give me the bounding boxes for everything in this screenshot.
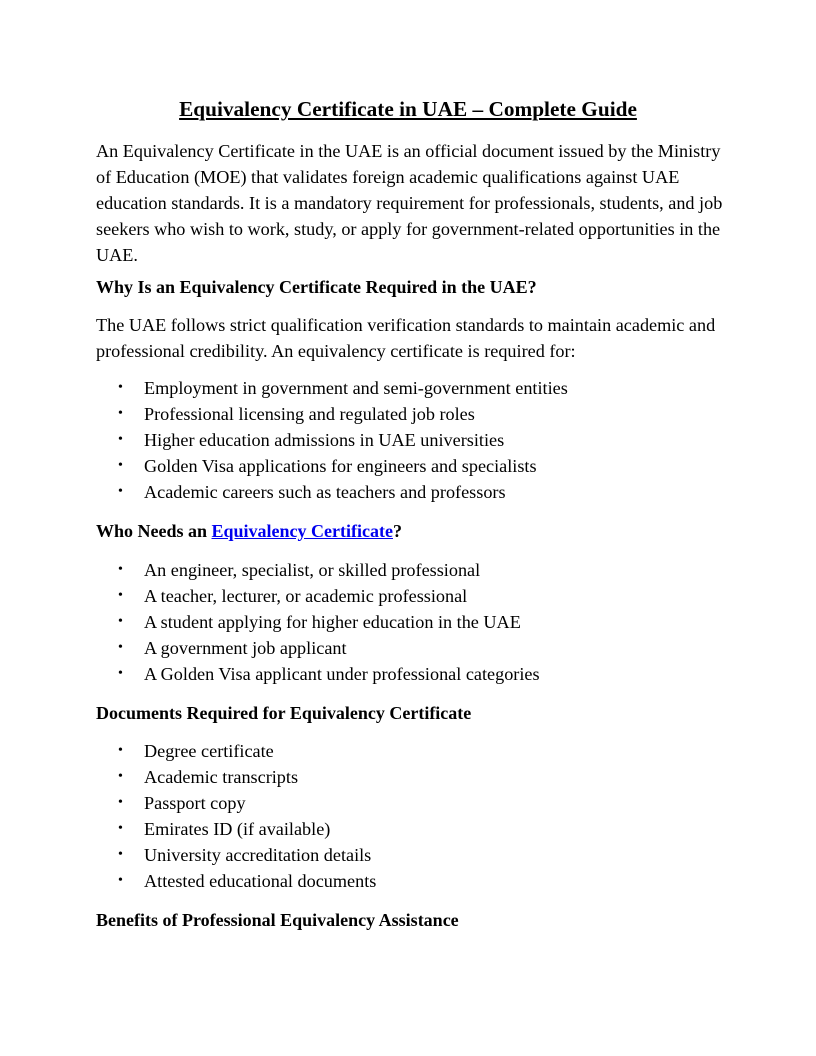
list-item-text: University accreditation details [144,845,372,865]
bullet-icon: • [118,458,123,473]
list-item [96,868,376,894]
list-item-text: Degree certificate [144,741,274,761]
list-item-text: Passport copy [144,793,246,813]
list-item [96,479,568,505]
list-item [96,790,376,816]
heading-suffix: ? [392,521,402,541]
section-heading-documents-required: Documents Required for Equivalency Certificate [96,703,472,723]
why-required-paragraph: The UAE follows strict qualification verification standards to maintain academic and professional credibility. An equivalency certificate is required for: [96,315,716,361]
list-item-text: Attested educational documents [144,871,377,891]
bullet-icon: • [118,562,123,577]
list-item [96,453,568,479]
bullet-icon: • [118,614,123,629]
list-item-text: Academic transcripts [144,767,299,787]
list-item [96,842,376,868]
equivalency-certificate-link[interactable]: Equivalency Certificate [211,521,393,541]
bullet-icon: • [118,588,123,603]
list-item-text: Golden Visa applications for engineers and specialists [144,456,537,476]
section-heading-who-needs [96,518,736,544]
bullet-icon: • [118,380,123,395]
list-item-text: Academic careers such as teachers and professors [144,482,506,502]
bullet-icon: • [118,769,123,784]
list-item-text: Employment in government and semi-government entities [144,378,568,398]
list-item [96,738,376,764]
bullet-icon: • [118,666,123,681]
requirements-list [96,375,568,505]
list-item [96,635,540,661]
page-title: Equivalency Certificate in UAE – Complete Guide [179,97,637,121]
bullet-icon: • [118,432,123,447]
bullet-icon: • [118,847,123,862]
bullet-icon: • [118,795,123,810]
list-item-text: Emirates ID (if available) [144,819,331,839]
list-item-text: An engineer, specialist, or skilled professional [144,560,481,580]
list-item-text: A Golden Visa applicant under professional categories [144,664,540,684]
list-item [96,375,568,401]
list-item [96,557,540,583]
list-item [96,661,540,687]
list-item-text: A teacher, lecturer, or academic professional [144,586,468,606]
documents-list [96,738,376,894]
list-item-text: A student applying for higher education in the UAE [144,612,521,632]
list-item-text: A government job applicant [144,638,347,658]
list-item-text: Professional licensing and regulated job roles [144,404,475,424]
bullet-icon: • [118,484,123,499]
list-item [96,609,540,635]
heading-prefix: Who Needs an [96,521,212,541]
bullet-icon: • [118,743,123,758]
list-item [96,401,568,427]
who-needs-list [96,557,540,687]
section-heading-benefits: Benefits of Professional Equivalency Assistance [96,910,459,930]
bullet-icon: • [118,640,123,655]
intro-paragraph: An Equivalency Certificate in the UAE is an official document issued by the Ministry of Education (MOE) that validates foreign academic qualifications against UAE education standards. It is a mandatory requirement for professionals, students, and job seekers who wish to work, study, or apply for government-related opportunities in the UAE. [96,141,723,265]
list-item [96,816,376,842]
list-item [96,764,376,790]
bullet-icon: • [118,406,123,421]
list-item [96,583,540,609]
bullet-icon: • [118,873,123,888]
bullet-icon: • [118,821,123,836]
list-item [96,427,568,453]
list-item-text: Higher education admissions in UAE universities [144,430,505,450]
section-heading-why-required: Why Is an Equivalency Certificate Required in the UAE? [96,277,537,297]
